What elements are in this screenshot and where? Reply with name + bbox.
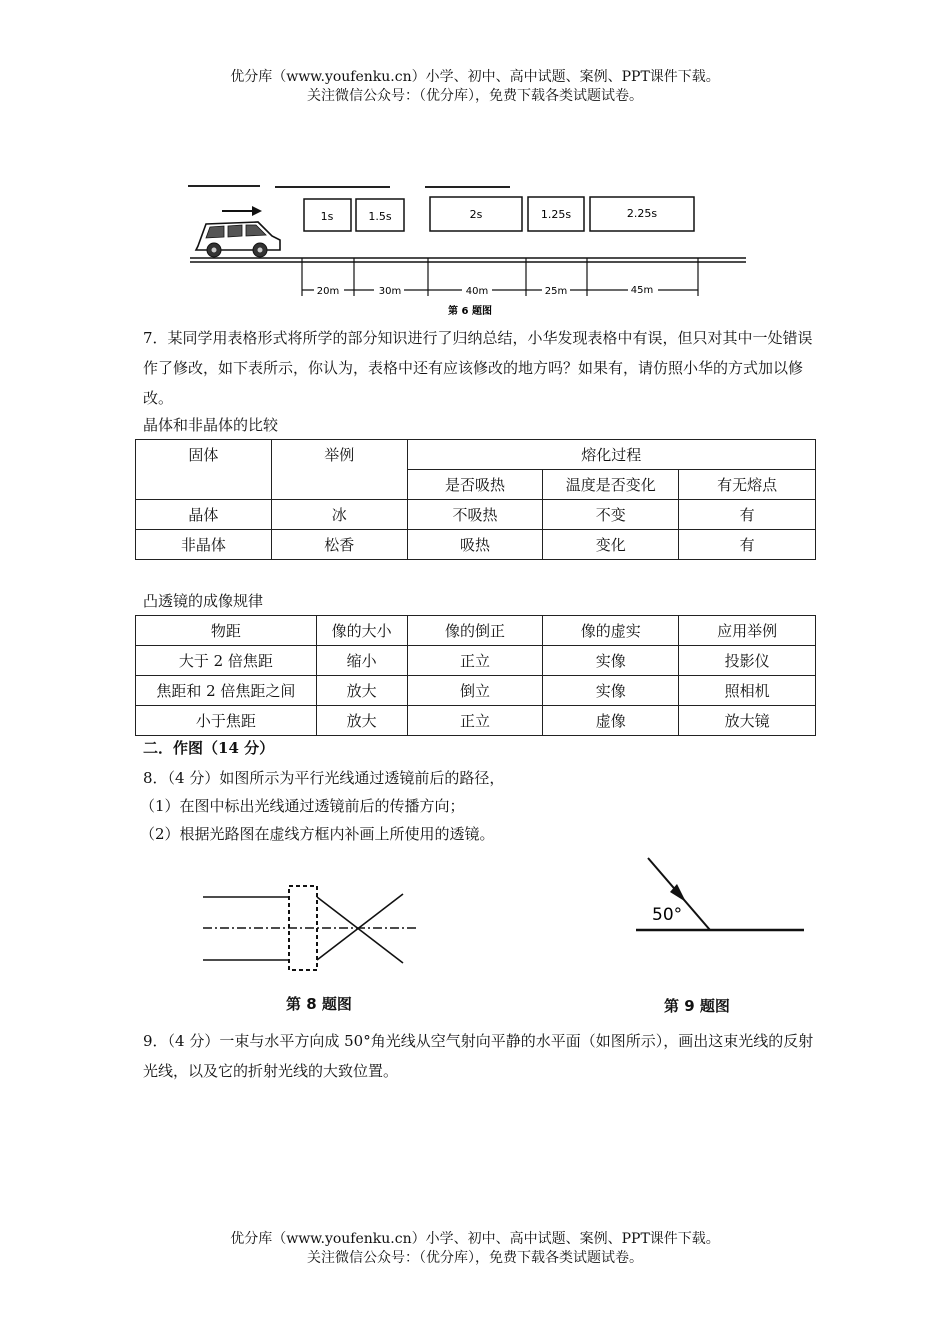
distance-label-4: 25m: [544, 286, 568, 297]
table-subheader: 温度是否变化: [543, 470, 679, 500]
distance-label-3: 40m: [465, 286, 489, 297]
table-header: 熔化过程: [407, 440, 815, 470]
table-cell: 大于 2 倍焦距: [136, 646, 317, 676]
table-cell: 吸热: [407, 530, 543, 560]
table-cell: 松香: [271, 530, 407, 560]
time-label-5: 2.25s: [626, 207, 658, 220]
table-row: [136, 500, 816, 530]
table-header: 固体: [136, 440, 272, 500]
table-cell: 照相机: [679, 676, 816, 706]
table-1-title: 晶体和非晶体的比较: [143, 416, 279, 434]
figure-6-caption: 第 6 题图: [448, 306, 492, 317]
table-subheader: 有无熔点: [679, 470, 816, 500]
table-cell: 倒立: [407, 676, 543, 706]
time-label-3: 2s: [469, 208, 483, 221]
angle-label: 50°: [652, 905, 683, 925]
table-cell: 投影仪: [679, 646, 816, 676]
table-cell: 不吸热: [407, 500, 543, 530]
crystal-comparison-table: [135, 439, 816, 560]
figure-8: [195, 880, 425, 980]
table-cell: 缩小: [316, 646, 407, 676]
table-cell: 有: [679, 530, 816, 560]
table-header: 像的倒正: [407, 616, 543, 646]
table-header: 像的虚实: [543, 616, 679, 646]
table-cell: 非晶体: [136, 530, 272, 560]
table-row: [136, 676, 816, 706]
table-cell: 晶体: [136, 500, 272, 530]
table-cell: 有: [679, 500, 816, 530]
footer-line-1: 优分库（www.youfenku.cn）小学、初中、高中试题、案例、PPT课件下载。: [230, 1231, 720, 1247]
table-2-title: 凸透镜的成像规律: [143, 592, 264, 610]
figure-9-caption: 第 9 题图: [664, 997, 730, 1015]
table-cell: 放大: [316, 706, 407, 736]
question-9-text: 9．（4 分）一束与水平方向成 50°角光线从空气射向平静的水平面（如图所示），画出这束光线的反射光线，以及它的折射光线的大致位置。: [143, 1032, 814, 1080]
table-cell: 实像: [543, 646, 679, 676]
question-7-text: 7．某同学用表格形式将所学的部分知识进行了归纳总结，小华发现表格中有误，但只对其中一处错误作了修改，如下表所示，你认为，表格中还有应该修改的地方吗？如果有，请仿照小华的方式加以修改。: [143, 329, 813, 407]
table-cell: 变化: [543, 530, 679, 560]
table-cell: 正立: [407, 646, 543, 676]
table-cell: 虚像: [543, 706, 679, 736]
table-cell: 小于焦距: [136, 706, 317, 736]
table-header: 应用举例: [679, 616, 816, 646]
table-header: 物距: [136, 616, 317, 646]
figure-8-caption: 第 8 题图: [286, 995, 352, 1013]
table-cell: 放大: [316, 676, 407, 706]
table-cell: 冰: [271, 500, 407, 530]
table-header: 像的大小: [316, 616, 407, 646]
header-line-1: 优分库（www.youfenku.cn）小学、初中、高中试题、案例、PPT课件下载。: [230, 69, 720, 85]
car-icon: [196, 222, 280, 257]
time-label-1: 1s: [320, 210, 334, 223]
footer-line-2: 关注微信公众号：（优分库），免费下载各类试题试卷。: [307, 1250, 643, 1266]
table-cell: 不变: [543, 500, 679, 530]
convex-lens-table: [135, 615, 816, 736]
table-header: 举例: [271, 440, 407, 500]
table-cell: 正立: [407, 706, 543, 736]
table-row: [136, 646, 816, 676]
table-cell: 实像: [543, 676, 679, 706]
time-label-4: 1.25s: [540, 208, 572, 221]
table-cell: 放大镜: [679, 706, 816, 736]
table-row: [136, 530, 816, 560]
section-2-title: 二．作图（14 分）: [143, 739, 275, 757]
distance-label-5: 45m: [630, 285, 654, 296]
figure-9: [630, 850, 810, 940]
question-8-part-2: （2）根据光路图在虚线方框内补画上所使用的透镜。: [140, 825, 495, 843]
time-label-2: 1.5s: [368, 210, 392, 223]
distance-label-2: 30m: [378, 286, 402, 297]
header-line-2: 关注微信公众号：（优分库），免费下载各类试题试卷。: [307, 88, 643, 104]
question-8-part-1: （1）在图中标出光线通过透镜前后的传播方向；: [140, 797, 465, 815]
question-8-text: 8．（4 分）如图所示为平行光线通过透镜前后的路径，: [143, 769, 505, 787]
table-subheader: 是否吸热: [407, 470, 543, 500]
figure-6: [180, 180, 760, 320]
table-cell: 焦距和 2 倍焦距之间: [136, 676, 317, 706]
distance-label-1: 20m: [316, 286, 340, 297]
table-row: [136, 706, 816, 736]
